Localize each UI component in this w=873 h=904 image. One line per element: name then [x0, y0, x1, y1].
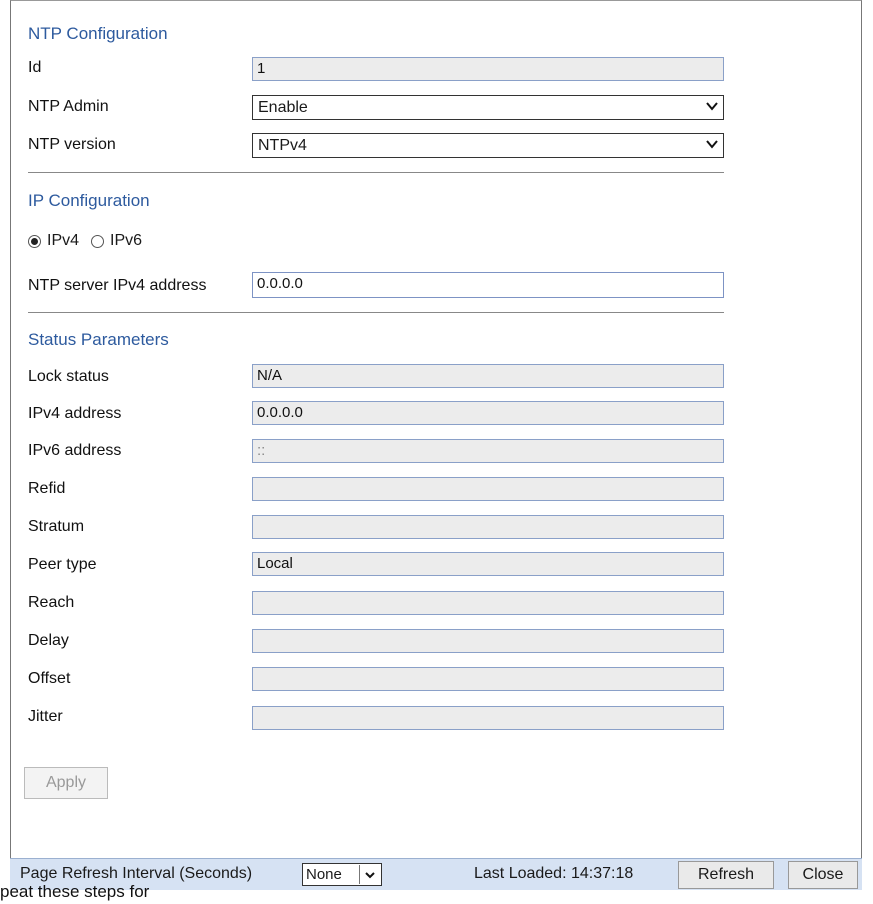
- id-label: Id: [28, 59, 42, 76]
- ntp-admin-value: Enable: [258, 99, 308, 116]
- ntp-version-select[interactable]: [252, 133, 724, 158]
- ip-version-radio-group: [28, 232, 142, 250]
- ip-configuration-title: IP Configuration: [28, 191, 150, 210]
- jitter-field: [252, 706, 724, 730]
- delay-field: [252, 629, 724, 653]
- ntp-configuration-title: NTP Configuration: [28, 24, 168, 43]
- offset-label: Offset: [28, 670, 71, 687]
- ntp-server-label: NTP server IPv4 address: [28, 277, 207, 294]
- refresh-button[interactable]: Refresh: [678, 861, 774, 889]
- refid-field: [252, 477, 724, 501]
- reach-label: Reach: [28, 594, 75, 611]
- lock-status-field: N/A: [252, 364, 724, 388]
- ipv6-radio[interactable]: [91, 235, 104, 248]
- reach-field: [252, 591, 724, 615]
- status-parameters-title: Status Parameters: [28, 330, 169, 349]
- lock-status-label: Lock status: [28, 368, 109, 385]
- ipv6-address-field: ::: [252, 439, 724, 463]
- refresh-interval-select[interactable]: [302, 863, 382, 886]
- jitter-label: Jitter: [28, 708, 63, 725]
- ipv4-radio-label: IPv4: [47, 232, 80, 249]
- ntp-version-label: NTP version: [28, 136, 116, 153]
- ipv4-radio[interactable]: [28, 235, 41, 248]
- ntp-server-input[interactable]: 0.0.0.0: [252, 272, 724, 298]
- overlay-caption-text: peat these steps for: [0, 882, 150, 901]
- chevron-down-icon: [359, 865, 380, 884]
- ntp-admin-label: NTP Admin: [28, 98, 109, 115]
- separator: [28, 172, 724, 173]
- peer-type-label: Peer type: [28, 556, 97, 573]
- refresh-interval-value: None: [306, 866, 342, 883]
- refresh-interval-label: Page Refresh Interval (Seconds): [20, 865, 253, 882]
- separator: [28, 312, 724, 313]
- last-loaded-text: Last Loaded: 14:37:18: [474, 865, 634, 882]
- ipv4-address-label: IPv4 address: [28, 405, 122, 422]
- chevron-down-icon: [705, 96, 719, 123]
- chevron-down-icon: [705, 134, 719, 161]
- stratum-field: [252, 515, 724, 539]
- ipv6-address-label: IPv6 address: [28, 442, 122, 459]
- refid-label: Refid: [28, 480, 66, 497]
- peer-type-field: Local: [252, 552, 724, 576]
- ipv4-address-field: 0.0.0.0: [252, 401, 724, 425]
- apply-button[interactable]: Apply: [24, 767, 108, 799]
- close-button[interactable]: Close: [788, 861, 858, 889]
- id-field: 1: [252, 57, 724, 81]
- ipv6-radio-label: IPv6: [110, 232, 143, 249]
- stratum-label: Stratum: [28, 518, 85, 535]
- delay-label: Delay: [28, 632, 69, 649]
- ntp-version-value: NTPv4: [258, 137, 307, 154]
- ntp-admin-select[interactable]: [252, 95, 724, 120]
- offset-field: [252, 667, 724, 691]
